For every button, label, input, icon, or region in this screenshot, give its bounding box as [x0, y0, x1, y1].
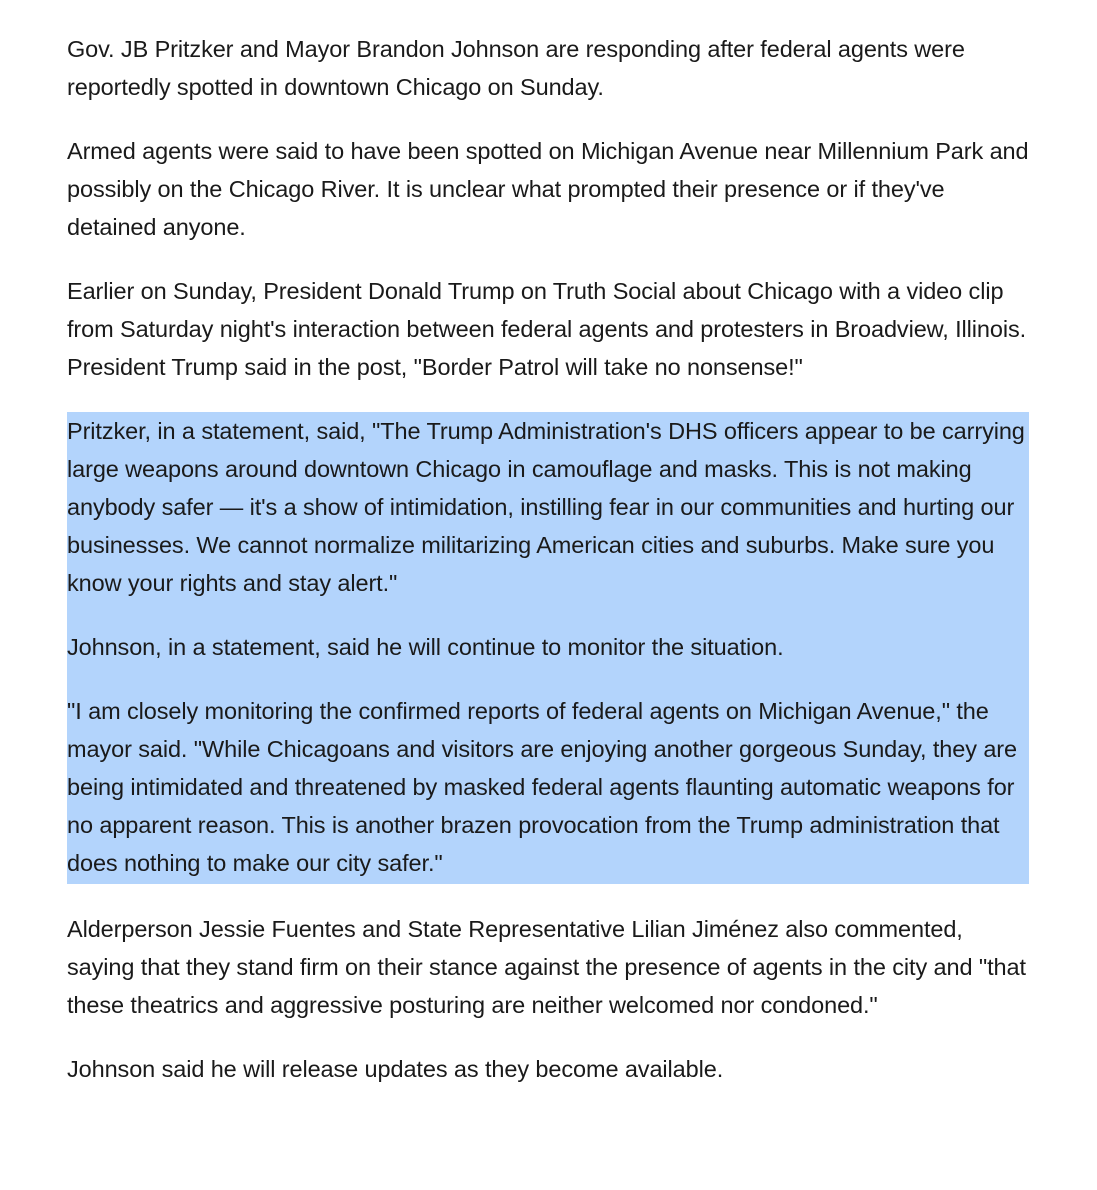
selected-paragraph[interactable]: "I am closely monitoring the confirmed reports of federal agents on Michigan Avenue," the mayor said. "While Chicagoans and visitors are enjoying another gorgeous Sunday, they are being intimidated and threatened by masked federal agents flaunting automatic weapons for no apparent reason. This is another brazen provocation from the Trump administration that does nothing to make our city safer." [67, 698, 1017, 876]
article-paragraph: Gov. JB Pritzker and Mayor Brandon Johnson are responding after federal agents were reportedly spotted in downtown Chicago on Sunday. [67, 36, 965, 100]
selected-paragraph[interactable]: Johnson, in a statement, said he will continue to monitor the situation. [67, 634, 784, 660]
selection-gap [67, 666, 1029, 692]
text-selection-highlight[interactable] [67, 412, 1029, 884]
selection-gap [67, 602, 1029, 628]
selected-paragraph[interactable]: Pritzker, in a statement, said, "The Trump Administration's DHS officers appear to be carrying large weapons around downtown Chicago in camouflage and masks. This is not making anybody safer — it's a show of intimidation, instilling fear in our communities and hurting our businesses. We cannot normalize militarizing American cities and suburbs. Make sure you know your rights and stay alert." [67, 418, 1025, 596]
article-paragraph: Johnson said he will release updates as they become available. [67, 1056, 724, 1082]
article-paragraph: Earlier on Sunday, President Donald Trump on Truth Social about Chicago with a video clip from Saturday night's interaction between federal agents and protesters in Broadview, Illinois. President Trump said in the post, "Border Patrol will take no nonsense!" [67, 278, 1027, 380]
article-paragraph: Armed agents were said to have been spotted on Michigan Avenue near Millennium Park and possibly on the Chicago River. It is unclear what prompted their presence or if they've detained anyone. [67, 138, 1029, 240]
article-body [67, 30, 1029, 1114]
article-paragraph: Alderperson Jessie Fuentes and State Representative Lilian Jiménez also commented, saying that they stand firm on their stance against the presence of agents in the city and "that these theatrics and aggressive posturing are neither welcomed nor condoned." [67, 916, 1026, 1018]
